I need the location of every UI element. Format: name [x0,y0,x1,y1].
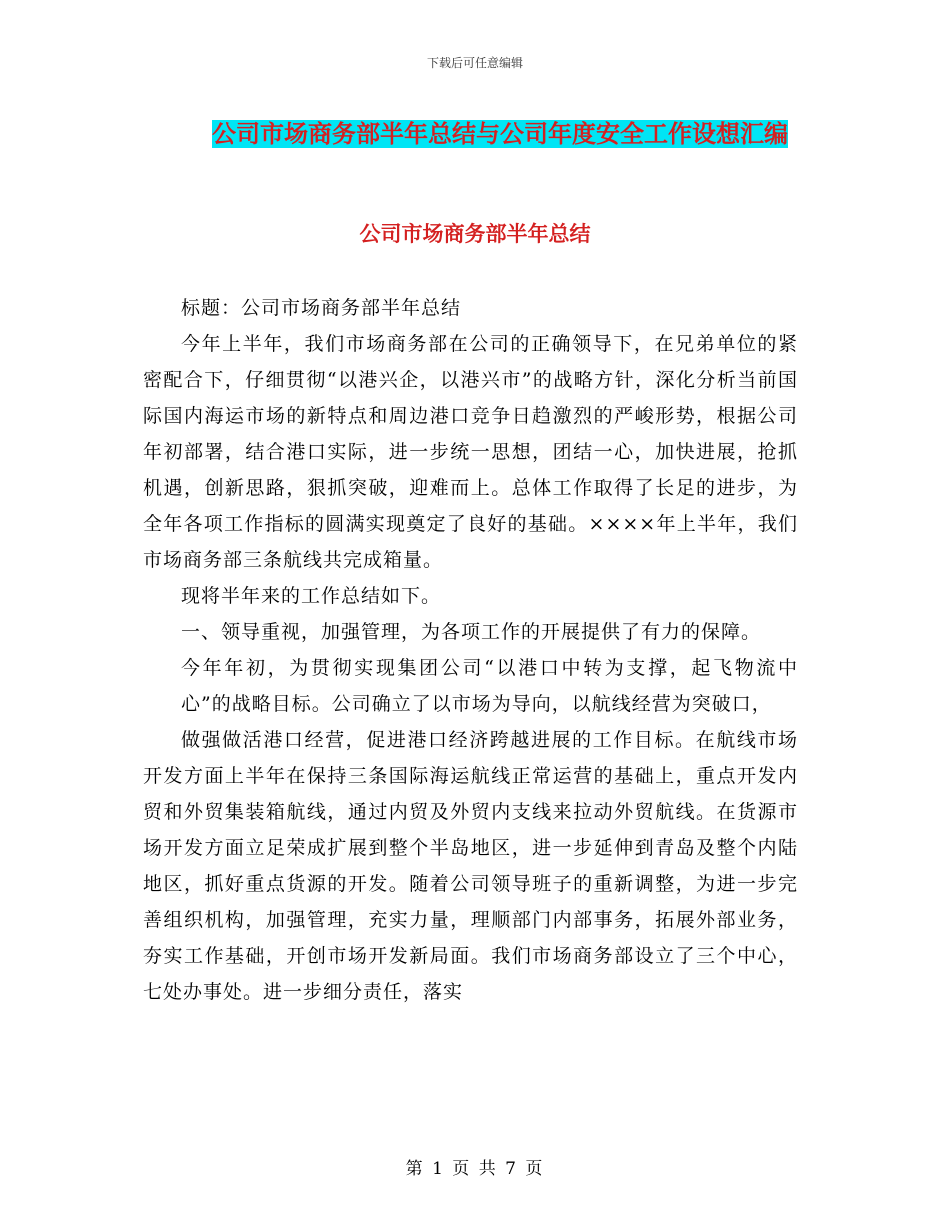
document-title [190,108,810,160]
section-title: 公司市场商务部半年总结 [359,222,591,246]
paragraph-market-development: 做强做活港口经营，促进港口经济跨越进展的工作目标。在航线市场开发方面上半年在保持三条国际海运航线正常运营的基础上，重点开发内贸和外贸集装箱航线，通过内贸及外贸内支线来拉动外贸航线。在货源市场开发方面立足荣成扩展到整个半岛地区，进一步延伸到青岛及整个内陆地区，抓好重点货源的开发。随着公司领导班子的重新调整，为进一步完善组织机构，加强管理，充实力量，理顺部门内部事务，拓展外部业务，夯实工作基础，开创市场开发新局面。我们市场商务部设立了三个中心，七处办事处。进一步细分责任，落实 [143,729,798,1003]
document-body [143,290,798,1010]
paragraph-strategy: 今年年初，为贯彻实现集团公司“以港口中转为支撑，起飞物流中心”的战略目标。公司确立了以市场为导向，以航线经营为突破口， [181,657,798,715]
page-number-footer: 第 1 页 共 7 页 [405,1159,545,1179]
paragraph-intro: 今年上半年，我们市场商务部在公司的正确领导下，在兄弟单位的紧密配合下，仔细贯彻“以港兴企，以港兴市”的战略方针，深化分析当前国际国内海运市场的新特点和周边港口竞争日趋激烈的严峻形势，根据公司年初部署，结合港口实际，进一步统一思想，团结一心，加快进展，抢抓机遇，创新思路，狠抓突破，迎难而上。总体工作取得了长足的进步，为全年各项工作指标的圆满实现奠定了良好的基础。××××年上半年，我们市场商务部三条航线共完成箱量。 [143,333,798,571]
page-header-note: 下载后可任意编辑 [426,56,523,70]
document-title-text: 公司市场商务部半年总结与公司年度安全工作设想汇编 [212,120,788,148]
paragraph-subject: 标题：公司市场商务部半年总结 [181,297,462,319]
paragraph-summary-lead: 现将半年来的工作总结如下。 [181,585,442,607]
paragraph-heading-one: 一、领导重视，加强管理，为各项工作的开展提供了有力的保障。 [181,621,762,643]
